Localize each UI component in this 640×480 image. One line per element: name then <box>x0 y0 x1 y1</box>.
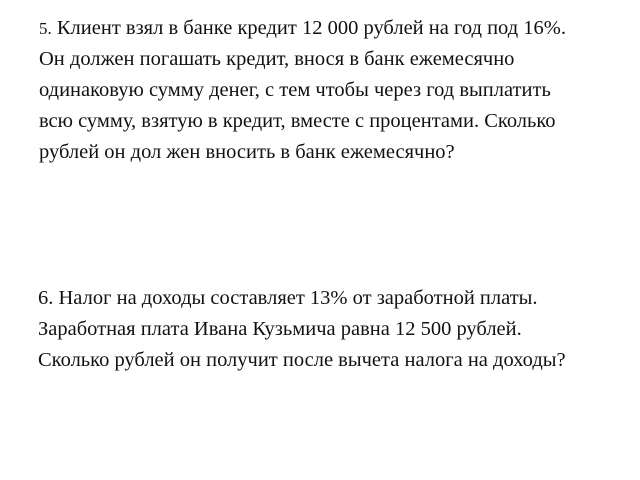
problem-5-line-4: всю сумму, взятую в кредит, вместе с процентами. Сколько <box>39 110 556 132</box>
problem-5 <box>39 13 629 168</box>
problem-6-number: 6. <box>38 287 54 309</box>
problem-6 <box>38 283 628 376</box>
problem-6-line-2: Заработная плата Ивана Кузьмича равна 12 500 рублей. <box>38 318 522 340</box>
problem-6-line-3: Сколько рублей он получит после вычета налога на доходы? <box>38 349 566 371</box>
problem-5-number: 5. <box>39 19 52 38</box>
problem-6-text-1: Налог на доходы составляет 13% от заработной платы. <box>58 287 538 309</box>
problem-5-line-5: рублей он дол жен вносить в банк ежемесячно? <box>39 141 455 163</box>
problem-5-line-1 <box>39 13 629 44</box>
problem-5-line-3: одинаковую сумму денег, с тем чтобы через год выплатить <box>39 79 551 101</box>
problem-6-line-1 <box>38 283 628 314</box>
problem-5-text-1: Клиент взял в банке кредит 12 000 рублей на год под 16%. <box>56 17 566 39</box>
problem-5-line-2: Он должен погашать кредит, внося в банк ежемесячно <box>39 48 515 70</box>
